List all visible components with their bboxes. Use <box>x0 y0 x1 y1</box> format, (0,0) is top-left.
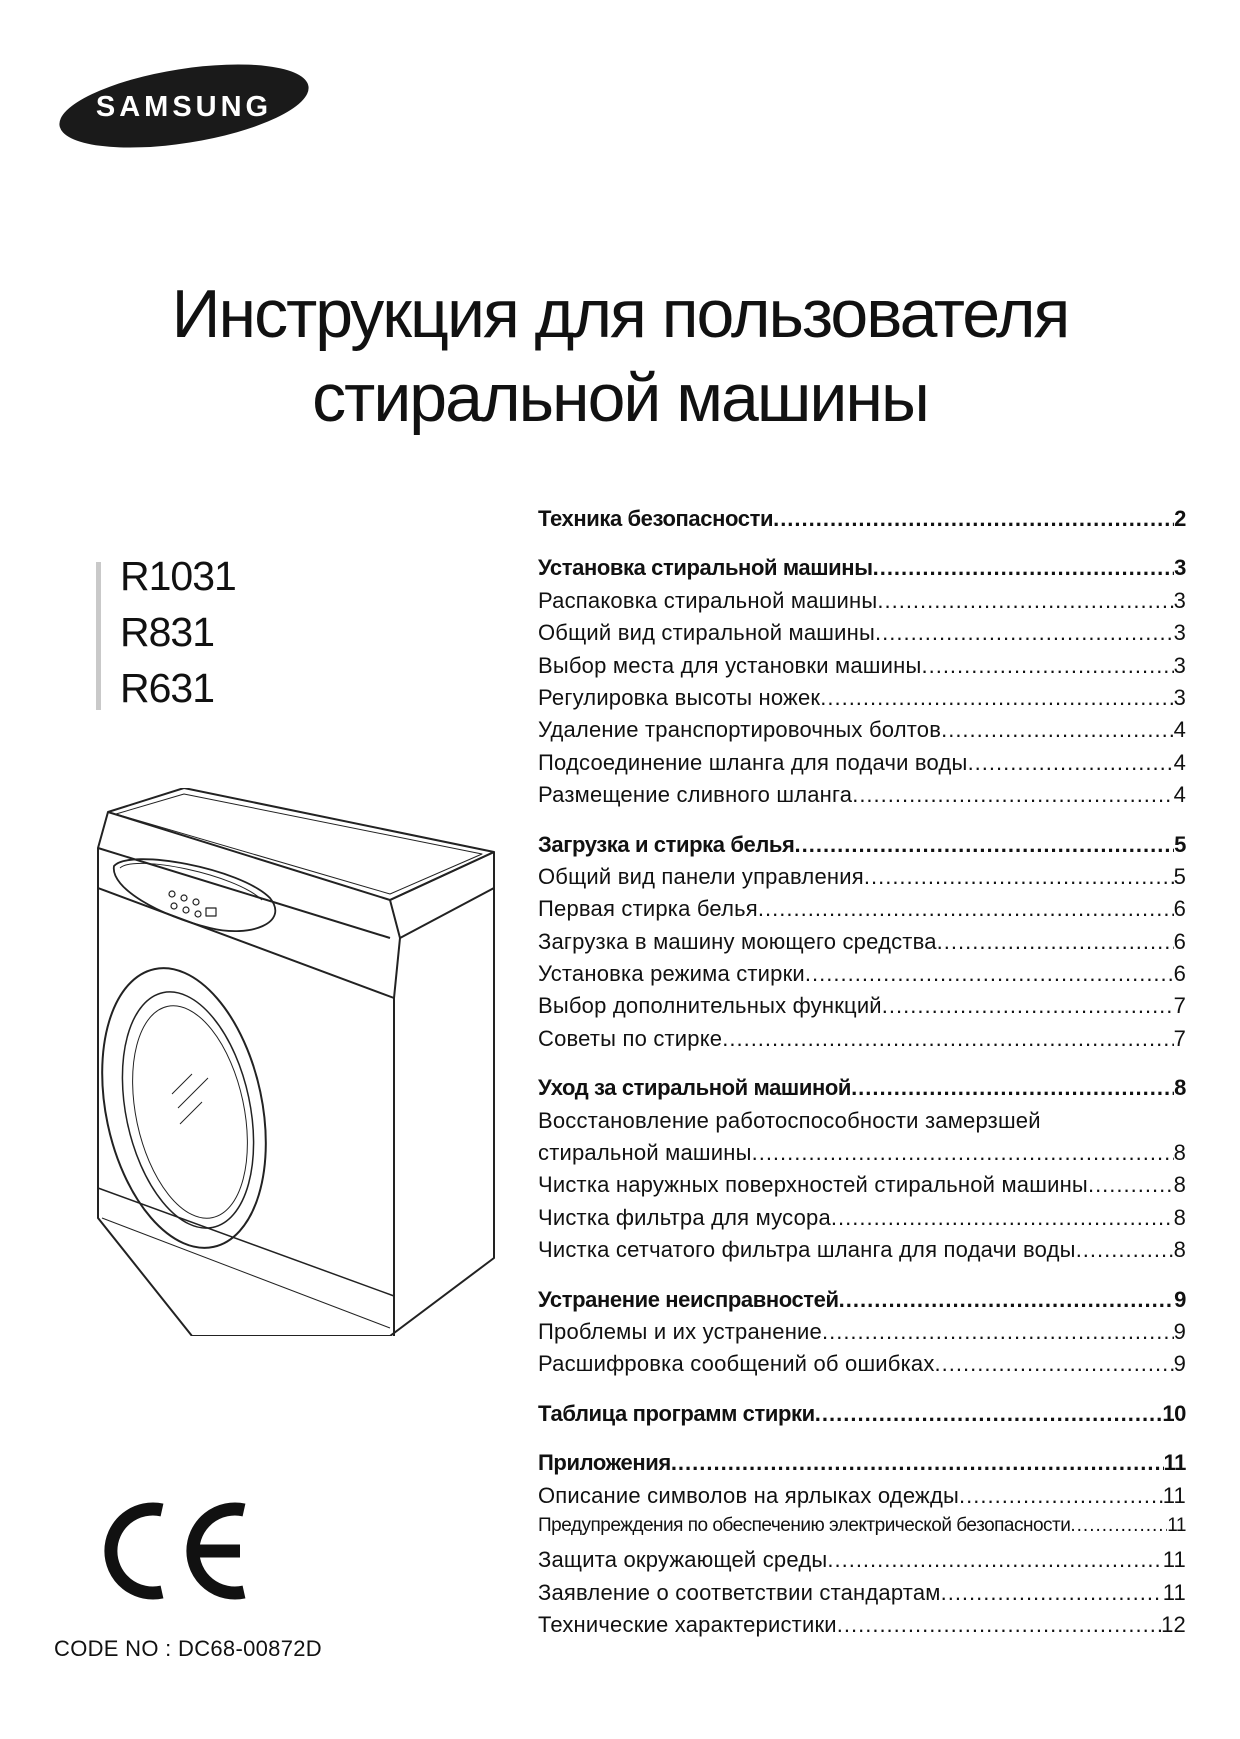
document-code: CODE NO : DC68-00872D <box>54 1636 322 1661</box>
toc-page-number: 12 <box>1161 1612 1186 1638</box>
toc-section <box>538 1287 1186 1384</box>
toc-page-number: 8 <box>1173 1237 1186 1263</box>
toc-item <box>538 1026 1186 1058</box>
toc-item-text: Советы по стирке <box>538 1025 723 1051</box>
toc-item <box>538 1612 1186 1644</box>
model-accent-bar <box>96 562 101 710</box>
toc-page-number: 8 <box>1173 1204 1186 1230</box>
toc-heading-text: Устранение неисправностей <box>538 1286 839 1312</box>
toc-page-number: 3 <box>1173 620 1186 646</box>
toc-page-number: 8 <box>1173 1140 1186 1166</box>
toc-heading <box>538 1450 1186 1482</box>
toc-section <box>538 1401 1186 1433</box>
toc-heading-text: Техника безопасности <box>538 506 774 531</box>
toc-page-number: 2 <box>1174 506 1186 531</box>
toc-item <box>538 1351 1186 1383</box>
toc-section <box>538 832 1186 1059</box>
toc-heading-text: Таблица программ стирки <box>538 1400 815 1426</box>
toc-page-number: 6 <box>1173 928 1186 954</box>
toc-item <box>538 750 1186 782</box>
toc-section <box>538 1075 1186 1269</box>
toc-page-number: 4 <box>1173 749 1186 775</box>
toc-item <box>538 588 1186 620</box>
model-name: R631 <box>120 665 215 711</box>
toc-item-text: Выбор места для установки машины <box>538 652 922 678</box>
title-line-1: Инструкция для пользователя <box>171 276 1069 352</box>
toc-item <box>538 1140 1186 1172</box>
toc-item-text: Установка режима стирки <box>538 961 805 987</box>
toc-page-number: 8 <box>1173 1172 1186 1198</box>
toc-item-text: Первая стирка белья <box>538 896 758 922</box>
toc-item <box>538 782 1186 814</box>
toc-item-text: Регулировка высоты ножек <box>538 684 821 710</box>
toc-item <box>538 620 1186 652</box>
toc-page-number: 11 <box>1162 1482 1186 1508</box>
toc-item <box>538 1172 1186 1204</box>
toc-item <box>538 685 1186 717</box>
toc-item-text: Чистка сетчатого фильтра шланга для подачи воды <box>538 1237 1076 1263</box>
toc-item-text: стиральной машины <box>538 1140 752 1166</box>
toc-heading-text: Уход за стиральной машиной <box>538 1075 852 1101</box>
toc-item <box>538 1108 1186 1140</box>
toc-item-text: Технические характеристики <box>538 1612 837 1638</box>
toc-item-text: Описание символов на ярлыках одежды <box>538 1482 960 1508</box>
toc-item-text: Общий вид панели управления <box>538 863 864 889</box>
toc-heading <box>538 832 1186 864</box>
toc-section <box>538 1450 1186 1644</box>
toc-item <box>538 929 1186 961</box>
page-title <box>0 272 1240 440</box>
toc-page-number: 4 <box>1173 717 1186 743</box>
toc-section <box>538 506 1186 538</box>
toc-item <box>538 1205 1186 1237</box>
toc-page-number: 9 <box>1173 1318 1186 1344</box>
toc-item <box>538 717 1186 749</box>
toc-item-text: Подсоединение шланга для подачи воды <box>538 749 968 775</box>
model-name: R831 <box>120 609 215 655</box>
toc-item-text: Чистка наружных поверхностей стиральной машины <box>538 1172 1088 1198</box>
toc-heading-text: Приложения <box>538 1450 671 1476</box>
toc-item <box>538 1483 1186 1515</box>
toc-item <box>538 896 1186 928</box>
toc-page-number: 5 <box>1173 863 1186 889</box>
toc-heading <box>538 1287 1186 1319</box>
toc-page-number: 3 <box>1173 652 1186 678</box>
toc-item-text: Чистка фильтра для мусора <box>538 1204 831 1230</box>
toc-item-text: Общий вид стиральной машины <box>538 620 876 646</box>
brand-text: SAMSUNG <box>95 91 273 123</box>
toc-page-number: 11 <box>1162 1547 1186 1573</box>
toc-page-number: 4 <box>1173 782 1186 808</box>
toc-item-text: Восстановление работоспособности замерзшей <box>538 1107 1041 1133</box>
toc-heading-text: Установка стиральной машины <box>538 555 873 581</box>
toc-page-number: 9 <box>1173 1351 1186 1377</box>
toc-page-number: 11 <box>1163 1450 1186 1476</box>
toc-page-number: 3 <box>1173 587 1186 613</box>
toc-item <box>538 1547 1186 1579</box>
toc-heading <box>538 555 1186 587</box>
toc-page-number: 11 <box>1167 1514 1186 1536</box>
toc-item-text: Предупреждения по обеспечению электрической безопасности <box>538 1514 1071 1536</box>
toc-item-text: Проблемы и их устранение <box>538 1318 822 1344</box>
toc-item-text: Распаковка стиральной машины <box>538 587 878 613</box>
toc-item-text: Загрузка в машину моющего средства <box>538 928 937 954</box>
toc-item-text: Расшифровка сообщений об ошибках <box>538 1351 935 1377</box>
toc-item-text: Выбор дополнительных функций <box>538 993 882 1019</box>
toc-heading <box>538 1401 1186 1433</box>
toc-item <box>538 653 1186 685</box>
toc-page-number: 8 <box>1174 1075 1186 1101</box>
model-name: R1031 <box>120 553 236 599</box>
toc-item-text: Защита окружающей среды <box>538 1547 828 1573</box>
toc-page-number: 7 <box>1173 993 1186 1019</box>
toc-page-number: 6 <box>1173 896 1186 922</box>
toc-page-number: 3 <box>1174 555 1186 581</box>
model-list <box>96 548 236 716</box>
toc-section <box>538 555 1186 814</box>
toc-page-number: 5 <box>1174 831 1186 857</box>
table-of-contents <box>538 506 1186 1662</box>
toc-page-number: 3 <box>1173 684 1186 710</box>
toc-heading <box>538 1075 1186 1107</box>
toc-item-text: Размещение сливного шланга <box>538 782 853 808</box>
toc-page-number: 9 <box>1174 1286 1186 1312</box>
toc-item <box>538 1319 1186 1351</box>
toc-item <box>538 1515 1186 1547</box>
samsung-logo <box>56 62 312 150</box>
title-line-2: стиральной машины <box>312 360 928 436</box>
toc-page-number: 6 <box>1173 961 1186 987</box>
washing-machine-illustration <box>90 788 510 1336</box>
toc-page-number: 11 <box>1162 1579 1186 1605</box>
toc-heading-text: Загрузка и стирка белья <box>538 831 795 857</box>
toc-page-number: 10 <box>1162 1400 1186 1426</box>
toc-item-text: Заявление о соответствии стандартам <box>538 1579 941 1605</box>
toc-item-text: Удаление транспортировочных болтов <box>538 717 942 743</box>
toc-item <box>538 1237 1186 1269</box>
toc-item <box>538 961 1186 993</box>
toc-page-number: 7 <box>1173 1025 1186 1051</box>
toc-item <box>538 1580 1186 1612</box>
toc-heading <box>538 506 1186 538</box>
toc-item <box>538 864 1186 896</box>
toc-item <box>538 993 1186 1025</box>
ce-mark-icon <box>94 1496 250 1606</box>
